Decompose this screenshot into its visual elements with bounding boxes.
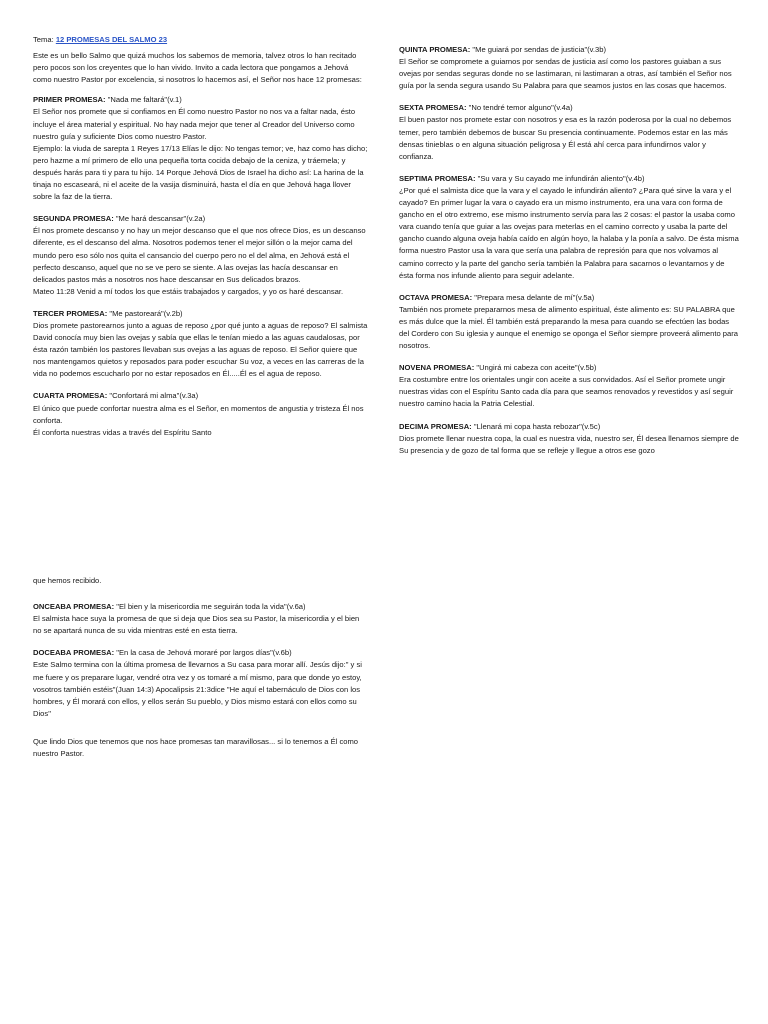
promise-heading bbox=[399, 173, 739, 185]
promise-block bbox=[399, 362, 739, 410]
promise-quote: "Llenará mi copa hasta rebozar"(v.5c) bbox=[473, 421, 601, 431]
promise-label: SEGUNDA PROMESA: bbox=[33, 214, 114, 224]
promise-quote: "Prepara mesa delante de mí"(v.5a) bbox=[474, 292, 595, 302]
promise-heading bbox=[399, 292, 739, 304]
promise-quote: "Me pastoreará"(v.2b) bbox=[109, 308, 183, 318]
promise-block bbox=[399, 44, 739, 92]
promise-block bbox=[33, 601, 368, 637]
promise-paragraph: Mateo 11:28 Venid a mí todos los que estáis trabajados y cargados, y yo os haré descansar. bbox=[33, 286, 344, 296]
promise-label: OCTAVA PROMESA: bbox=[399, 292, 473, 302]
promise-heading bbox=[399, 44, 739, 56]
promise-heading bbox=[33, 390, 368, 402]
promise-paragraph: El Señor nos promete que si confiamos en Él como nuestro Pastor no nos va a faltar nada, ésto incluye el área material y espiritual. No hay nada mejor que tener al Creador del Universo como nuestro guía y suficiente Dios como nuestro Pastor. bbox=[33, 107, 356, 141]
promise-quote: "No tendré temor alguno"(v.4a) bbox=[468, 103, 573, 113]
promise-label: ONCEABA PROMESA: bbox=[33, 602, 115, 612]
promise-block bbox=[399, 102, 739, 162]
promise-label: SEPTIMA PROMESA: bbox=[399, 173, 476, 183]
promise-label: DECIMA PROMESA: bbox=[399, 421, 472, 431]
promise-paragraph: Dios promete pastorearnos junto a aguas de reposo ¿por qué junto a aguas de reposo? El salmista David conocía muy bien las ovejas y sabía que ellas le tenían miedo a las aguas caudalosas, por ésta razón también los pastores llevaban sus ovejas a las aguas de reposo. El Señor quiere que nos mantengamos quietos y reposados para poder escuchar Su voz, a veces en las carreras de la vida no podemos escucharlo por no estar reposados en Él.....Él es el agua de reposo. bbox=[33, 320, 368, 379]
promise-heading bbox=[399, 102, 739, 114]
promise-heading bbox=[33, 213, 368, 225]
closing-paragraph: Que lindo Dios que tenemos que nos hace promesas tan maravillosas... si lo tenemos a Él como nuestro Pastor. bbox=[33, 736, 359, 759]
promise-paragraph: Él conforta nuestras vidas a través del Espíritu Santo bbox=[33, 427, 212, 437]
promise-quote: "En la casa de Jehová moraré por largos días"(v.6b) bbox=[116, 648, 292, 658]
bottom-promises bbox=[33, 601, 368, 720]
right-column bbox=[399, 44, 739, 467]
promise-label: SEXTA PROMESA: bbox=[399, 103, 467, 113]
promise-paragraph: ¿Por qué el salmista dice que la vara y el cayado le infundirán aliento? ¿Para qué sirve la vara y el cayado? En primer lugar la vara o cayado era un mismo instrumento, era una vara con forma de gancho en el otro extremo, ese mismo instrumento servía para las 2 cosas: el pastor la usaba como vara cuando tenía que guiar a las ovejas para meterlas en el camino correcto y usaba la parte del gancho cuando alguna oveja había caído en algún hoyo, la halaba y la ponía a salvo. De ésta misma forma nuestro Pastor usa la vara que sería una palabra de represión para que nos volvamos al camino correcto y la parte del gancho sería también la Palabra para sacarnos o levantarnos y de ésta forma nos infunde aliento para seguir adelante. bbox=[399, 185, 739, 280]
promise-label: NOVENA PROMESA: bbox=[399, 363, 475, 373]
promise-label: PRIMER PROMESA: bbox=[33, 95, 106, 105]
promise-heading bbox=[399, 362, 739, 374]
promise-label: DOCEABA PROMESA: bbox=[33, 648, 115, 658]
promise-paragraph: Ejemplo: la viuda de sarepta 1 Reyes 17/13 Elías le dijo: No tengas temor; ve, haz como has dicho; pero hazme a mí primero de ello una pequeña torta cocida debajo de la ceniza, y tráemela; y después harás para ti y para tu hijo. 14 Porque Jehová Dios de Israel ha dicho así: La harina de la tinaja no escaseará, ni el aceite de la vasija disminuirá, hasta el día en que Jehová haga llover sobre la faz de la tierra. bbox=[33, 143, 368, 202]
promise-heading bbox=[33, 601, 368, 613]
promise-paragraph: También nos promete prepararnos mesa de alimento espiritual, éste alimento es: SU PALABRA que es más dulce que la miel. Él también está preparando la mesa para cuando se efectúen las bodas del Cordero con Su iglesia y aunque el enemigo se oponga el Señor siempre proveerá alimento para nosotros. bbox=[399, 304, 738, 351]
promise-block bbox=[33, 390, 368, 438]
promise-block bbox=[33, 308, 368, 381]
promise-heading bbox=[399, 421, 739, 433]
promise-quote: "Me hará descansar"(v.2a) bbox=[115, 214, 206, 224]
promise-paragraph: Él nos promete descanso y no hay un mejor descanso que el que nos ofrece Dios, es un descanso diferente, es el descanso del alma. Nosotros podemos tener el mejor sillón o la mejor cama del mundo pero eso sólo nos quita el cansancio del cuerpo pero no el del alma, en Jehová está el perfecto descanso, aquel que no se ve pero se siente. A las ovejas las hacía descansar en delicados pastos más a nosotros nos hace descansar en Sus delicados brazos. bbox=[33, 226, 366, 284]
promise-quote: "Ungirá mi cabeza con aceite"(v.5b) bbox=[476, 363, 597, 373]
theme-link[interactable]: 12 PROMESAS DEL SALMO 23 bbox=[55, 35, 168, 44]
promise-quote: "El bien y la misericordia me seguirán toda la vida"(v.6a) bbox=[116, 602, 306, 612]
promise-quote: "Nada me faltará"(v.1) bbox=[107, 95, 182, 105]
intro-paragraph: Este es un bello Salmo que quizá muchos los sabemos de memoria, talvez otros lo han recitado pero pocos son los creyentes que lo han vivido. Invito a cada lectora que pongamos a Jehová como nuestro Pastor por excelencia, si nosotros lo hacemos así, el Señor nos hace 12 promesas: bbox=[33, 51, 362, 85]
promise-label: CUARTA PROMESA: bbox=[33, 391, 108, 401]
promise-block bbox=[399, 421, 739, 457]
lower-section bbox=[33, 575, 368, 768]
left-promises bbox=[33, 94, 368, 438]
promise-block bbox=[399, 292, 739, 352]
promise-block bbox=[33, 213, 368, 298]
promise-label: TERCER PROMESA: bbox=[33, 308, 108, 318]
promise-block bbox=[399, 173, 739, 282]
promise-quote: "Su vara y Su cayado me infundirán aliento"(v.4b) bbox=[477, 173, 645, 183]
promise-paragraph: Dios promete llenar nuestra copa, la cual es nuestra vida, nuestro ser, Él desea llenarnos siempre de Su presencia y de gozo de tal forma que se refleje y llegue a otros ese gozo bbox=[399, 433, 739, 455]
left-column bbox=[33, 34, 368, 449]
promise-paragraph: El salmista hace suya la promesa de que si deja que Dios sea su Pastor, la misericordia y el bien no se apartará nunca de su vida mientras esté en esta tierra. bbox=[33, 614, 360, 636]
promise-heading bbox=[33, 647, 368, 659]
promise-block bbox=[33, 647, 368, 720]
promise-paragraph: El buen pastor nos promete estar con nosotros y esa es la razón poderosa por la cual no debemos temer, pero también debemos de buscar Su presencia continuamente. Podemos estar en las más densas tinieblas o en alguna situación peligrosa y Él está ahí cerca para infundirnos valor y confianza. bbox=[399, 115, 732, 161]
right-promises bbox=[399, 44, 739, 457]
promise-paragraph: El Señor se compromete a guiarnos por sendas de justicia así como los pastores guiaban a sus ovejas por sendas seguras donde no se lastimaran, ni lastimaran a otras, así también el Señor nos guía por la senda segura usando Su Palabra para que seamos justos en las cosas que hacemos. bbox=[399, 57, 732, 91]
promise-heading bbox=[33, 94, 368, 106]
promise-quote: "Confortará mi alma"(v.3a) bbox=[109, 391, 199, 401]
promise-paragraph: Este Salmo termina con la última promesa de llevarnos a Su casa para morar allí. Jesús dijo:" y si me fuere y os preparare lugar, vendré otra vez y os tomaré a mí mismo, para que donde yo estoy, vosotros también estéis"(Juan 14:3) Apocalipsis 21:3dice "He aquí el tabernáculo de Dios con los hombres, y Él morará con ellos, y ellos serán Su pueblo, y Dios mismo estará con ellos como su Dios" bbox=[33, 660, 362, 718]
promise-paragraph: Era costumbre entre los orientales ungir con aceite a sus convidados. Así el Señor promete ungir nuestras vidas con el Espíritu Santo cada día para que seamos renovados y revestidos y así seguir nuestro camino hacia la Patria Celestial. bbox=[399, 375, 734, 409]
theme-label: Tema: bbox=[33, 35, 54, 44]
promise-block bbox=[33, 94, 368, 203]
theme-line bbox=[33, 34, 368, 46]
promise-quote: "Me guiará por sendas de justicia"(v.3b) bbox=[472, 45, 606, 54]
continuation-text: que hemos recibido. bbox=[33, 576, 102, 585]
promise-label: QUINTA PROMESA: bbox=[399, 45, 471, 54]
promise-heading bbox=[33, 308, 368, 320]
promise-paragraph: El único que puede confortar nuestra alma es el Señor, en momentos de angustia y tristeza Él nos conforta. bbox=[33, 403, 364, 425]
